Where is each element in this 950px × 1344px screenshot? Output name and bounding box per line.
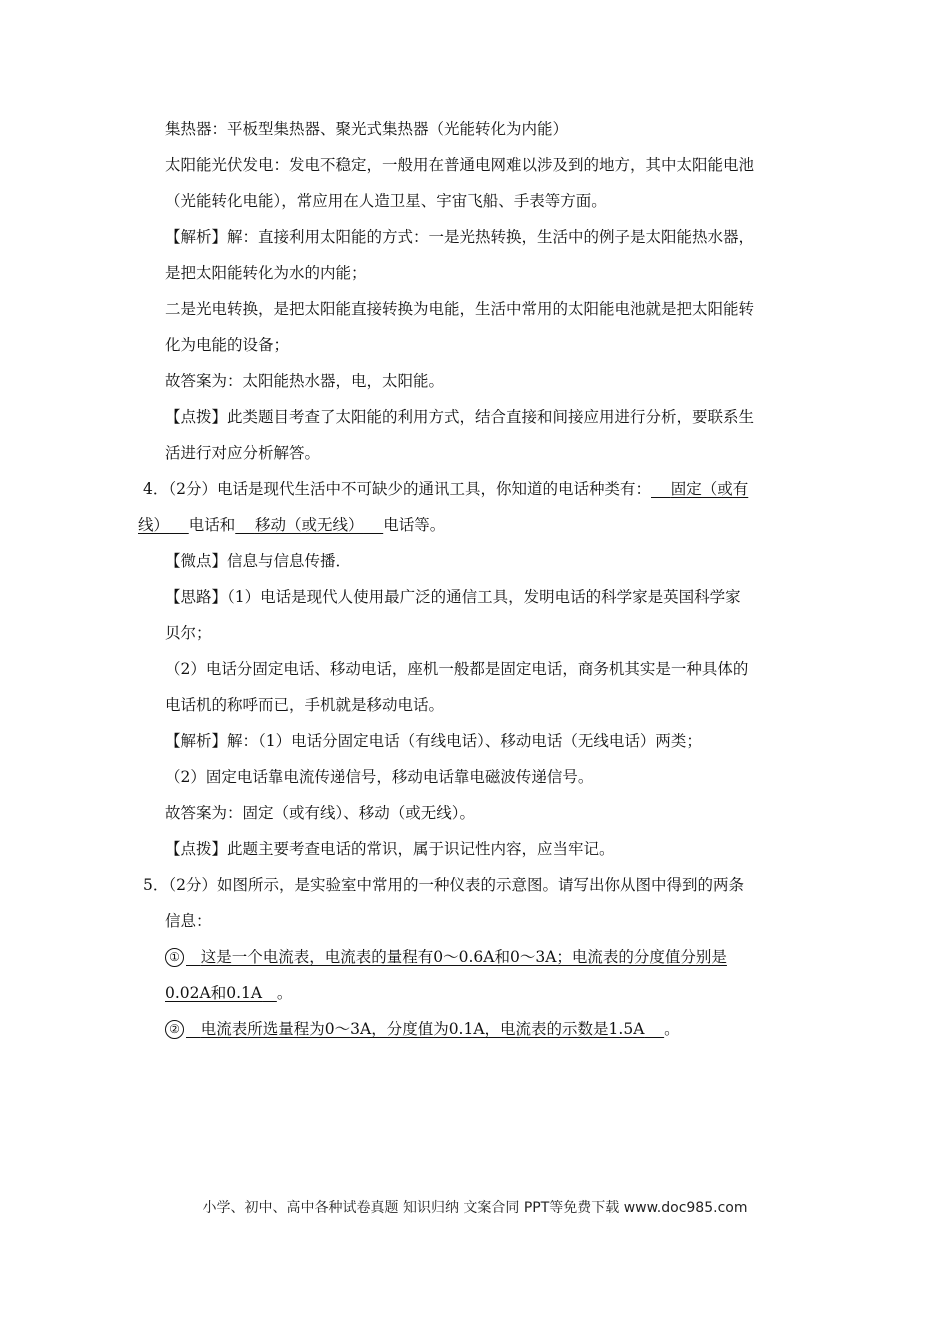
answer-blank-1-cont: 0.02A和0.1A [165, 984, 263, 1002]
text-line: 化为电能的设备； [165, 336, 290, 354]
silu-line: 贝尔； [165, 624, 212, 642]
question-number: 4． [143, 480, 169, 498]
circled-one-marker: ① [165, 948, 184, 967]
answer-1-line-cont: 0.02A和0.1A 。 [165, 984, 293, 1002]
text-line: 【点拨】此类题目考查了太阳能的利用方式，结合直接和间接应用进行分析，要联系生 [165, 408, 755, 426]
text-line: （光能转化电能），常应用在人造卫星、宇宙飞船、手表等方面。 [165, 192, 607, 210]
circled-two-marker: ② [165, 1020, 184, 1039]
question-5-stem-cont: 信息： [165, 912, 212, 930]
question-4-stem: 4．（2分）电话是现代生活中不可缺少的通讯工具，你知道的电话种类有： 固定（或有 [143, 480, 749, 498]
jiexi-line: 【解析】解：（1）电话分固定电话（有线电话）、移动电话（无线电话）两类； [165, 732, 702, 750]
text-line: 活进行对应分析解答。 [165, 444, 321, 462]
text-line: 集热器：平板型集热器、聚光式集热器（光能转化为内能） [165, 120, 569, 138]
page-footer: 小学、初中、高中各种试卷真题 知识归纳 文案合同 PPT等免费下载 www.doc985.com [202, 1200, 748, 1216]
answer-blank-1: ① 这是一个电流表，电流表的量程有0～0.6A和0～3A；电流表的分度值分别是 [165, 948, 727, 966]
jiexi-line: （2）固定电话靠电流传递信号，移动电话靠电磁波传递信号。 [165, 768, 594, 786]
text-line: 二是光电转换，是把太阳能直接转换为电能，生活中常用的太阳能电池就是把太阳能转 [165, 300, 755, 318]
dianbo-line: 【点拨】此题主要考查电话的常识，属于识记性内容，应当牢记。 [165, 840, 615, 858]
answer-blank-1-cont: 线） [138, 516, 170, 534]
question-4-stem-cont: 线） 电话和 移动（或无线） 电话等。 [138, 516, 446, 534]
answer-line: 故答案为：固定（或有线）、移动（或无线）。 [165, 804, 476, 822]
answer-1-line [165, 946, 727, 968]
question-5-stem: 5．（2分）如图所示，是实验室中常用的一种仪表的示意图。请写出你从图中得到的两条 [143, 876, 744, 894]
weidian-line: 【微点】信息与信息传播． [165, 552, 352, 570]
question-number: 5． [143, 876, 169, 894]
text-line: 是把太阳能转化为水的内能； [165, 264, 367, 282]
text-line: 【解析】解：直接利用太阳能的方式：一是光热转换，生活中的例子是太阳能热水器， [165, 228, 755, 246]
answer-2-line: ② 电流表所选量程为0～3A，分度值为0.1A，电流表的示数是1.5A 。 [165, 1018, 680, 1040]
text-line: 故答案为：太阳能热水器，电，太阳能。 [165, 372, 445, 390]
answer-blank-2: ② 电流表所选量程为0～3A，分度值为0.1A，电流表的示数是1.5A [165, 1020, 664, 1038]
silu-line: 【思路】（1）电话是现代人使用最广泛的通信工具，发明电话的科学家是英国科学家 [165, 588, 741, 606]
silu-line: （2）电话分固定电话、移动电话，座机一般都是固定电话，商务机其实是一种具体的 [165, 660, 749, 678]
answer-blank-2: 移动（或无线） [254, 516, 364, 534]
text-line: 太阳能光伏发电：发电不稳定，一般用在普通电网难以涉及到的地方，其中太阳能电池 [165, 156, 755, 174]
answer-blank-1: 固定（或有 [670, 480, 749, 498]
silu-line: 电话机的称呼而已，手机就是移动电话。 [165, 696, 445, 714]
